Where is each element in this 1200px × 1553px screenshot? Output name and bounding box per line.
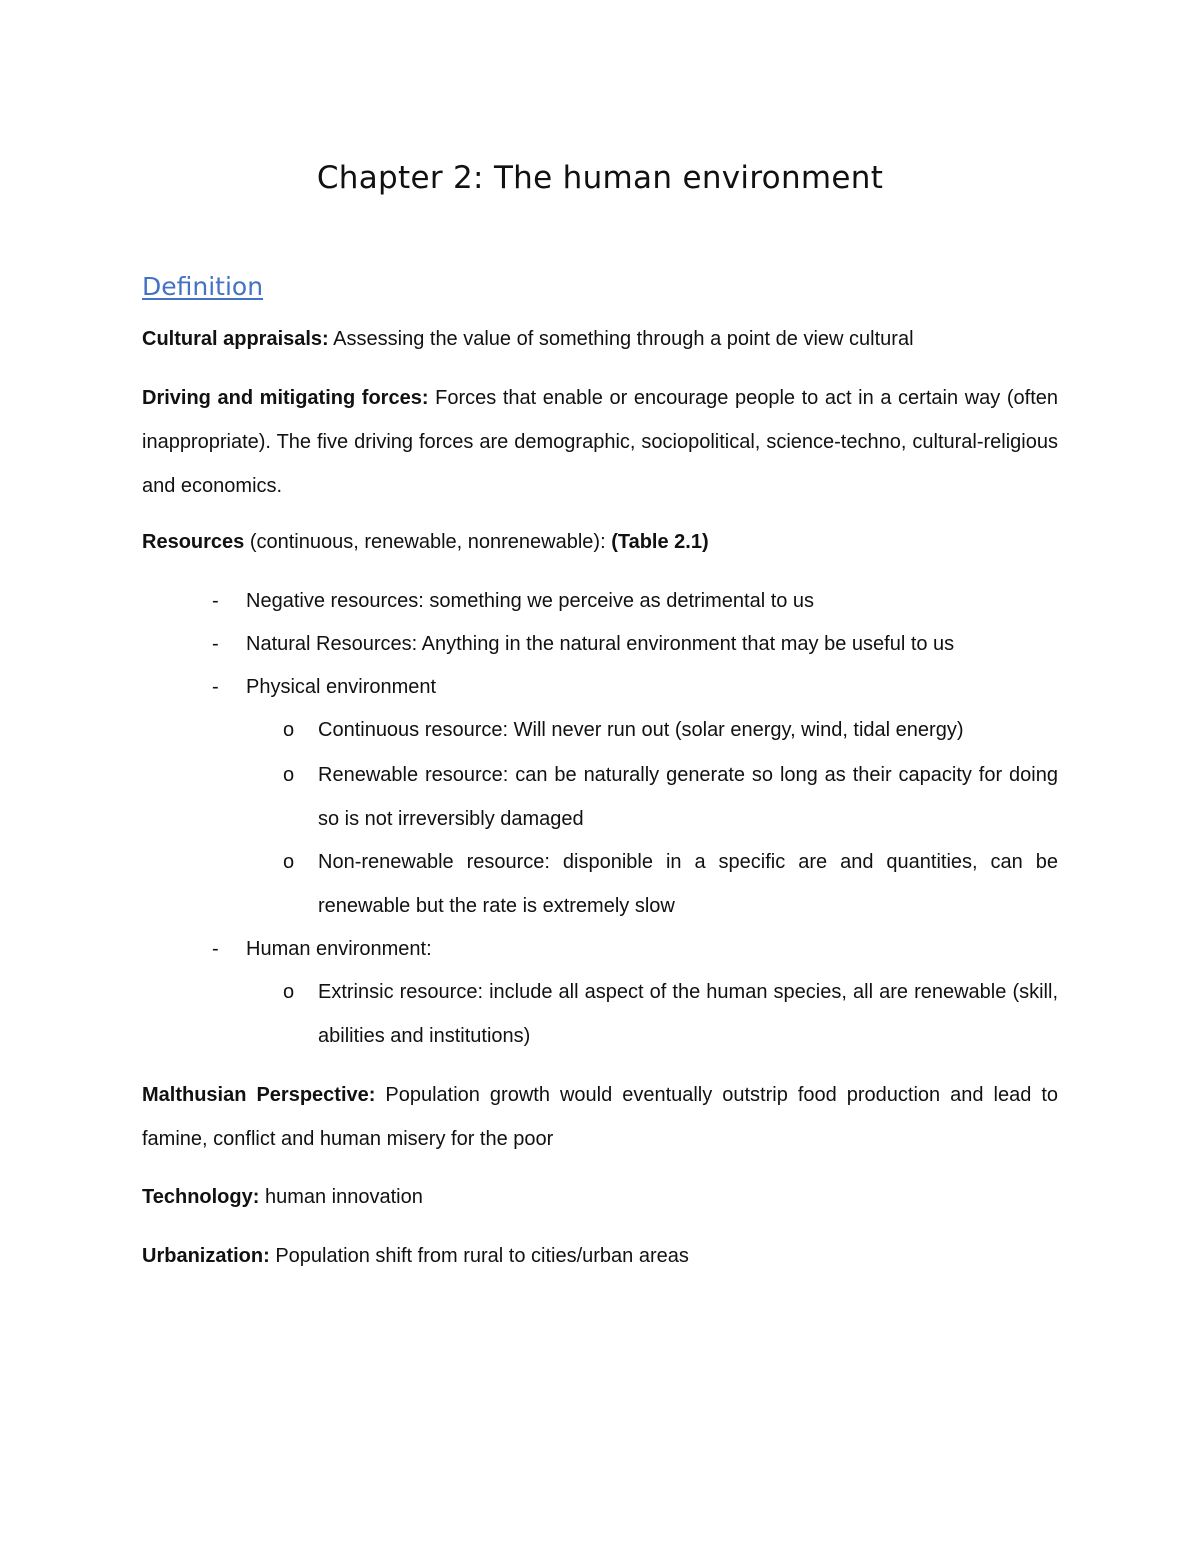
definition-urbanization [142,1234,689,1278]
page-title: Chapter 2: The human environment [316,160,884,196]
table-reference: (Table 2.1) [611,531,709,553]
definition-cultural-appraisals [142,317,1058,361]
circle-bullet-marker: o [283,981,295,1003]
term-urbanization: Urbanization: [142,1245,270,1267]
bullet-negative-resources: Negative resources: something we perceive as detrimental to us [246,590,815,612]
definition-text: human innovation [259,1186,423,1208]
dash-bullet-marker: - [212,938,219,960]
bullet-natural-resources: Natural Resources: Anything in the natural environment that may be useful to us [246,633,955,655]
sub-bullet-extrinsic-resource: Extrinsic resource: include all aspect of the human species, all are renewable (skill, abilities and institutions) [318,981,1058,1047]
sub-bullet-nonrenewable-resource: Non-renewable resource: disponible in a specific are and quantities, can be renewable but the rate is extremely slow [318,851,1058,917]
definition-technology [142,1175,423,1219]
definition-text: Population growth would eventually outstrip food production and lead to famine, conflict and human misery for the poor [142,1084,1058,1150]
section-heading-definition: Definition [142,272,264,301]
term-technology: Technology: [142,1186,260,1208]
definition-text: (continuous, renewable, nonrenewable): [244,531,612,553]
term-resources: Resources [142,531,245,553]
term-malthusian-perspective: Malthusian Perspective: [142,1084,376,1106]
circle-bullet-marker: o [283,719,295,741]
definition-driving-forces [142,376,1058,508]
bullet-human-environment: Human environment: [246,938,432,960]
dash-bullet-marker: - [212,590,219,612]
sub-bullet-continuous-resource: Continuous resource: Will never run out (solar energy, wind, tidal energy) [318,719,964,741]
circle-bullet-marker: o [283,764,295,786]
sub-bullet-renewable-resource: Renewable resource: can be naturally generate so long as their capacity for doing so is not irreversibly damaged [318,764,1058,830]
term-driving-forces: Driving and mitigating forces: [142,387,429,409]
bullet-physical-environment: Physical environment [246,676,437,698]
dash-bullet-marker: - [212,676,219,698]
dash-bullet-marker: - [212,633,219,655]
term-cultural-appraisals: Cultural appraisals: [142,328,329,350]
definition-resources [142,520,709,564]
definition-text: Assessing the value of something through a point de view cultural [328,328,914,350]
definition-text: Forces that enable or encourage people to act in a certain way (often inappropriate). The five driving forces are demographic, sociopolitical, science-techno, cultural-religious and economics. [142,387,1058,497]
circle-bullet-marker: o [283,851,295,873]
definition-text: Population shift from rural to cities/urban areas [269,1245,689,1267]
definition-malthusian-perspective [142,1073,1058,1161]
